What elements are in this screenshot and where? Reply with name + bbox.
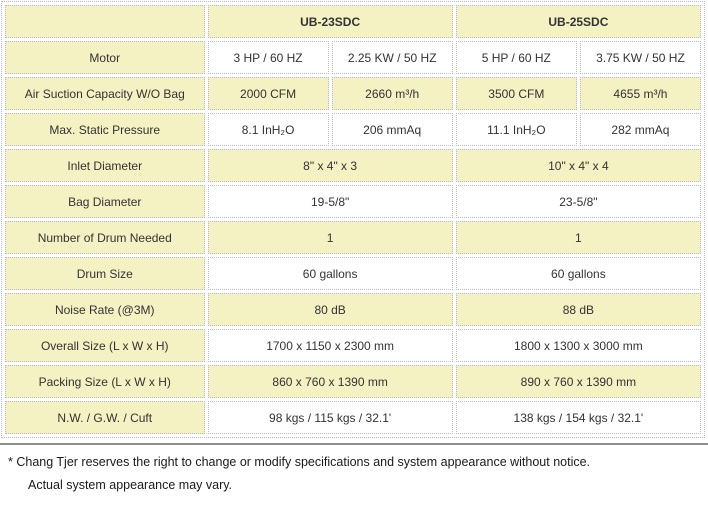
cell-value: 5 HP / 60 HZ <box>456 41 577 74</box>
row-label: Air Suction Capacity W/O Bag <box>5 77 205 110</box>
row-label: Overall Size (L x W x H) <box>5 329 205 362</box>
cell-value: 8" x 4" x 3 <box>208 149 453 182</box>
header-model-ub25sdc: UB-25SDC <box>456 5 701 38</box>
cell-value: 19-5/8" <box>208 185 453 218</box>
table-row-weights <box>5 401 701 434</box>
row-label: Noise Rate (@3M) <box>5 293 205 326</box>
table-row-motor <box>5 41 701 74</box>
table-row-air-suction <box>5 77 701 110</box>
cell-value: 60 gallons <box>456 257 701 290</box>
table-row-noise-rate <box>5 293 701 326</box>
cell-value: 1800 x 1300 x 3000 mm <box>456 329 701 362</box>
header-model-ub23sdc: UB-23SDC <box>208 5 453 38</box>
cell-value: 80 dB <box>208 293 453 326</box>
header-corner-cell <box>5 5 205 38</box>
cell-value: 1 <box>456 221 701 254</box>
row-label: Max. Static Pressure <box>5 113 205 146</box>
cell-value: 88 dB <box>456 293 701 326</box>
table-row-drum-size <box>5 257 701 290</box>
cell-value: 98 kgs / 115 kgs / 32.1' <box>208 401 453 434</box>
table-row-packing-size <box>5 365 701 398</box>
table-row-inlet-diameter <box>5 149 701 182</box>
cell-value: 3 HP / 60 HZ <box>208 41 329 74</box>
table-row-static-pressure <box>5 113 701 146</box>
cell-value: 60 gallons <box>208 257 453 290</box>
cell-value: 1 <box>208 221 453 254</box>
cell-value: 10" x 4" x 4 <box>456 149 701 182</box>
cell-value: 138 kgs / 154 kgs / 32.1' <box>456 401 701 434</box>
cell-value: 2.25 KW / 50 HZ <box>332 41 453 74</box>
row-label: Inlet Diameter <box>5 149 205 182</box>
row-label: Number of Drum Needed <box>5 221 205 254</box>
footnote-appearance: Actual system appearance may vary. <box>28 478 233 492</box>
cell-value: 4655 m³/h <box>580 77 701 110</box>
table-row-overall-size <box>5 329 701 362</box>
horizontal-divider <box>0 443 708 445</box>
cell-value: 23-5/8" <box>456 185 701 218</box>
cell-value: 2000 CFM <box>208 77 329 110</box>
cell-value: 282 mmAq <box>580 113 701 146</box>
row-label: Motor <box>5 41 205 74</box>
cell-value: 2660 m³/h <box>332 77 453 110</box>
table-row-bag-diameter <box>5 185 701 218</box>
row-label: N.W. / G.W. / Cuft <box>5 401 205 434</box>
table-row-drum-needed <box>5 221 701 254</box>
row-label: Drum Size <box>5 257 205 290</box>
cell-value: 890 x 760 x 1390 mm <box>456 365 701 398</box>
row-label: Packing Size (L x W x H) <box>5 365 205 398</box>
footnote-disclaimer: * Chang Tjer reserves the right to change or modify specifications and system appearance without notice. <box>8 455 591 469</box>
cell-value: 8.1 InH₂O <box>208 113 329 146</box>
cell-value: 3.75 KW / 50 HZ <box>580 41 701 74</box>
cell-value: 11.1 InH₂O <box>456 113 577 146</box>
cell-value: 860 x 760 x 1390 mm <box>208 365 453 398</box>
table-header-row <box>5 5 701 38</box>
spec-comparison-table <box>1 1 705 438</box>
row-label: Bag Diameter <box>5 185 205 218</box>
cell-value: 206 mmAq <box>332 113 453 146</box>
cell-value: 3500 CFM <box>456 77 577 110</box>
footnotes <box>0 455 708 492</box>
cell-value: 1700 x 1150 x 2300 mm <box>208 329 453 362</box>
